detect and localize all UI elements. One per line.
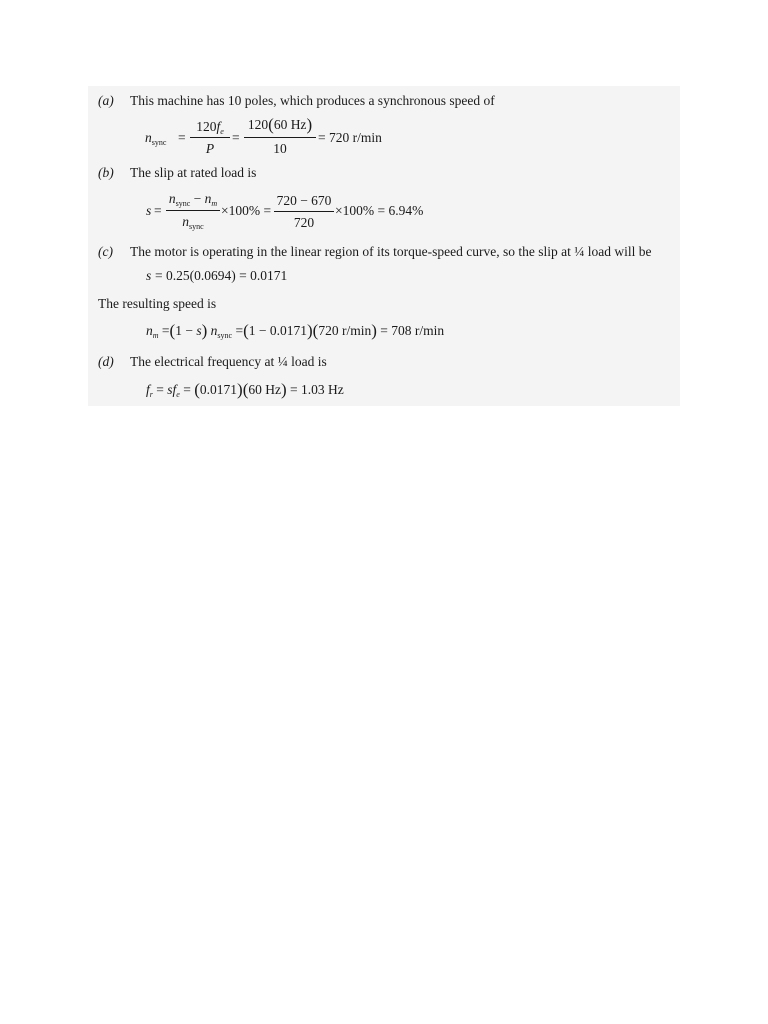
solution-document [88,86,680,406]
numerator-120: 120 [196,119,217,134]
equals-sign: = [235,323,244,338]
part-a-text: This machine has 10 poles, which produces a synchronous speed of [130,93,495,108]
equals-sign: = [161,323,170,338]
denominator-720: 720 [293,215,315,230]
part-b-text: The slip at rated load is [130,165,257,180]
rotor-frequency-result: = 1.03 Hz [290,382,344,397]
numerator-720-670: 720 − 670 [276,193,332,208]
var-sf: sf [167,382,177,397]
slip-result: ×100% = 6.94% [335,203,424,218]
fraction-bar [244,137,316,138]
fraction-120fe-over-p [190,120,230,156]
sub-sync: sync [175,199,191,208]
value-720-rmin: 720 r/min [318,323,372,338]
paren-close: ) [306,115,313,134]
fraction-bar [166,210,220,211]
part-c-label: (c) [98,244,113,259]
paren-open: ( [243,321,249,340]
sync-speed-result: = 720 r/min [318,130,382,145]
part-d-label: (d) [98,354,114,369]
sub-e: e [220,127,224,136]
var-n: n [168,191,176,206]
quarter-load-slip-value: = 0.25(0.0694) = 0.0171 [155,268,288,283]
paren-close: ) [280,380,287,399]
denominator-p: P [205,141,215,156]
part-c-text: The motor is operating in the linear region of its torque-speed curve, so the slip at ¼ load will be [130,244,652,259]
fraction-120-60hz-over-10 [244,115,316,156]
paren-close: ) [371,321,377,340]
var-f: f [146,382,150,397]
fraction-bar [274,211,334,212]
var-s: s [146,268,152,283]
part-d-text: The electrical frequency at ¼ load is [130,354,327,369]
equals-sign: = [232,130,240,145]
paren-close: ) [201,321,208,340]
paren-close: ) [306,321,313,340]
part-b-label: (b) [98,165,114,180]
numerator-120: 120 [247,117,269,132]
resulting-speed-text: The resulting speed is [98,296,217,311]
fraction-bar [190,137,230,138]
sub-sync: sync [189,222,204,231]
one-minus: 1 − [175,323,197,338]
fraction-720-minus-670-over-720 [274,194,334,232]
value-1-minus-slip: 1 − 0.0171 [248,323,307,338]
minus-sign: − [193,191,202,206]
paren-open: ( [169,321,176,340]
paren-open: ( [194,380,200,399]
equals-sign: = [156,382,164,397]
part-a-label: (a) [98,93,114,108]
times-100-percent: ×100% = [221,203,272,218]
paren-open: ( [242,380,249,399]
sub-r: r [149,390,153,399]
value-60hz: 60 Hz [273,117,307,132]
var-n: n [210,323,218,338]
var-n: n [182,214,190,229]
paren-open: ( [312,321,319,340]
fraction-nsync-minus-nm-over-nsync [166,192,220,232]
value-60hz: 60 Hz [248,382,281,397]
value-slip: 0.0171 [199,382,238,397]
paren-open: ( [268,115,274,134]
resulting-speed-result: = 708 r/min [380,323,445,338]
equals-sign: = [154,203,162,218]
var-n: n [204,191,212,206]
var-n: n [145,130,152,145]
var-n: n [146,323,153,338]
denominator-10: 10 [273,141,287,156]
var-f: f [216,119,221,134]
sub-m: m [211,199,218,208]
var-s: s [196,323,202,338]
paren-close: ) [237,380,243,399]
var-s: s [146,203,152,218]
equals-sign: = [178,130,186,145]
sub-sync: sync [151,138,167,147]
sub-sync: sync [217,331,233,340]
sub-m: m [152,331,159,340]
equals-sign: = [183,382,191,397]
sub-e: e [176,390,180,399]
